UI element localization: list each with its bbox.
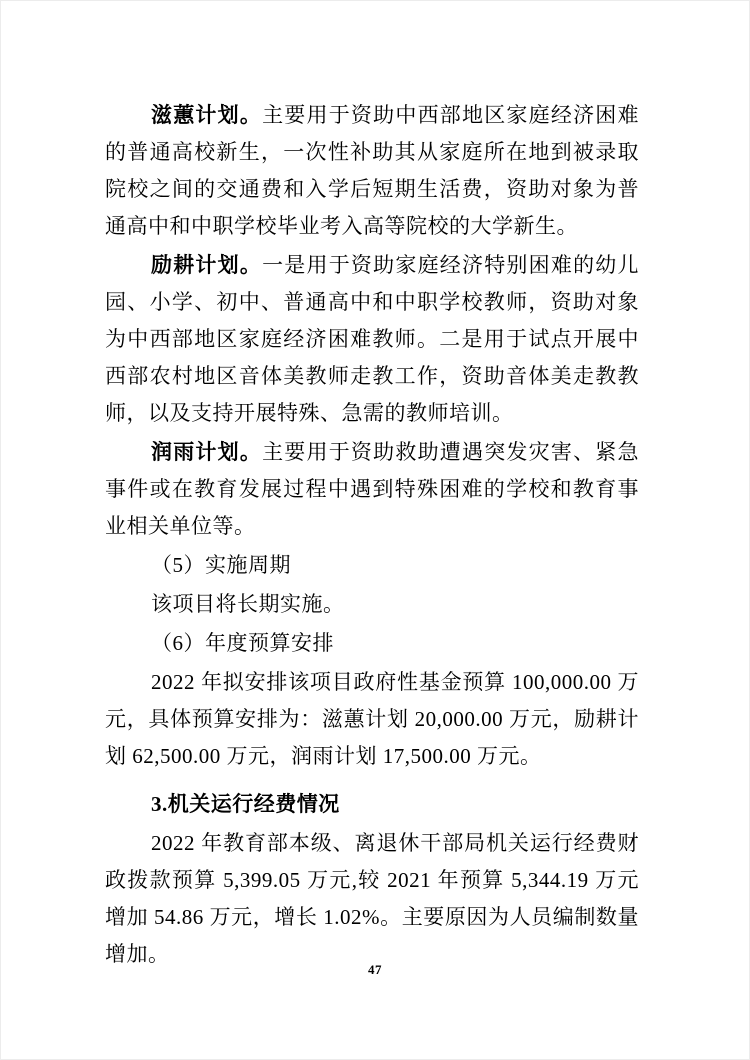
paragraph-text: 主要用于资助救助遭遇突发灾害、紧急事件或在教育发展过程中遇到特殊困难的学校和教育事业相关单位等。 bbox=[105, 440, 640, 538]
paragraph-text: 2022 年教育部本级、离退休干部局机关运行经费财政拨款预算 5,399.05 万元,较 2021 年预算 5,344.19 万元增加 54.86 万元，增长 1.02%。主要原因为人员编制数量增加。 bbox=[105, 831, 639, 966]
paragraph-text: 一是用于资助家庭经济特别困难的幼儿园、小学、初中、普通高中和中职学校教师，资助对象为中西部地区家庭经济困难教师。二是用于试点开展中西部农村地区音体美教师走教工作，资助音体美走教教师，以及支持开展特殊、急需的教师培训。 bbox=[105, 253, 640, 425]
paragraph-ligeng-plan bbox=[105, 247, 639, 432]
paragraph-budget-breakdown bbox=[105, 664, 639, 775]
heading-text: 3.机关运行经费情况 bbox=[151, 792, 340, 816]
paragraph-text: （5）实施周期 bbox=[151, 553, 291, 577]
paragraph-lead-bold: 润雨计划。 bbox=[151, 440, 263, 464]
paragraph-runyu-plan bbox=[105, 434, 639, 545]
paragraph-operating-expense-detail bbox=[105, 825, 639, 973]
paragraph-long-term-implementation bbox=[105, 586, 639, 623]
paragraph-text: 主要用于资助中西部地区家庭经济困难的普通高校新生，一次性补助其从家庭所在地到被录取院校之间的交通费和入学后短期生活费，资助对象为普通高中和中职学校毕业考入高等院校的大学新生。 bbox=[105, 103, 640, 238]
paragraph-lead-bold: 励耕计划。 bbox=[151, 253, 263, 277]
paragraph-item5-implementation-period bbox=[105, 547, 639, 584]
paragraph-zihui-plan bbox=[105, 97, 639, 245]
paragraph-text: 该项目将长期实施。 bbox=[151, 592, 345, 616]
paragraph-item6-annual-budget bbox=[105, 625, 639, 662]
paragraph-text: 2022 年拟安排该项目政府性基金预算 100,000.00 万元，具体预算安排为：滋蕙计划 20,000.00 万元，励耕计划 62,500.00 万元，润雨计划 17,500.00 万元。 bbox=[105, 670, 639, 768]
paragraph-text: （6）年度预算安排 bbox=[151, 631, 334, 655]
paragraph-lead-bold: 滋蕙计划。 bbox=[151, 103, 263, 127]
page-number: 47 bbox=[368, 962, 382, 977]
document-body bbox=[105, 97, 639, 975]
section-heading-agency-operating-expenses bbox=[105, 786, 639, 823]
